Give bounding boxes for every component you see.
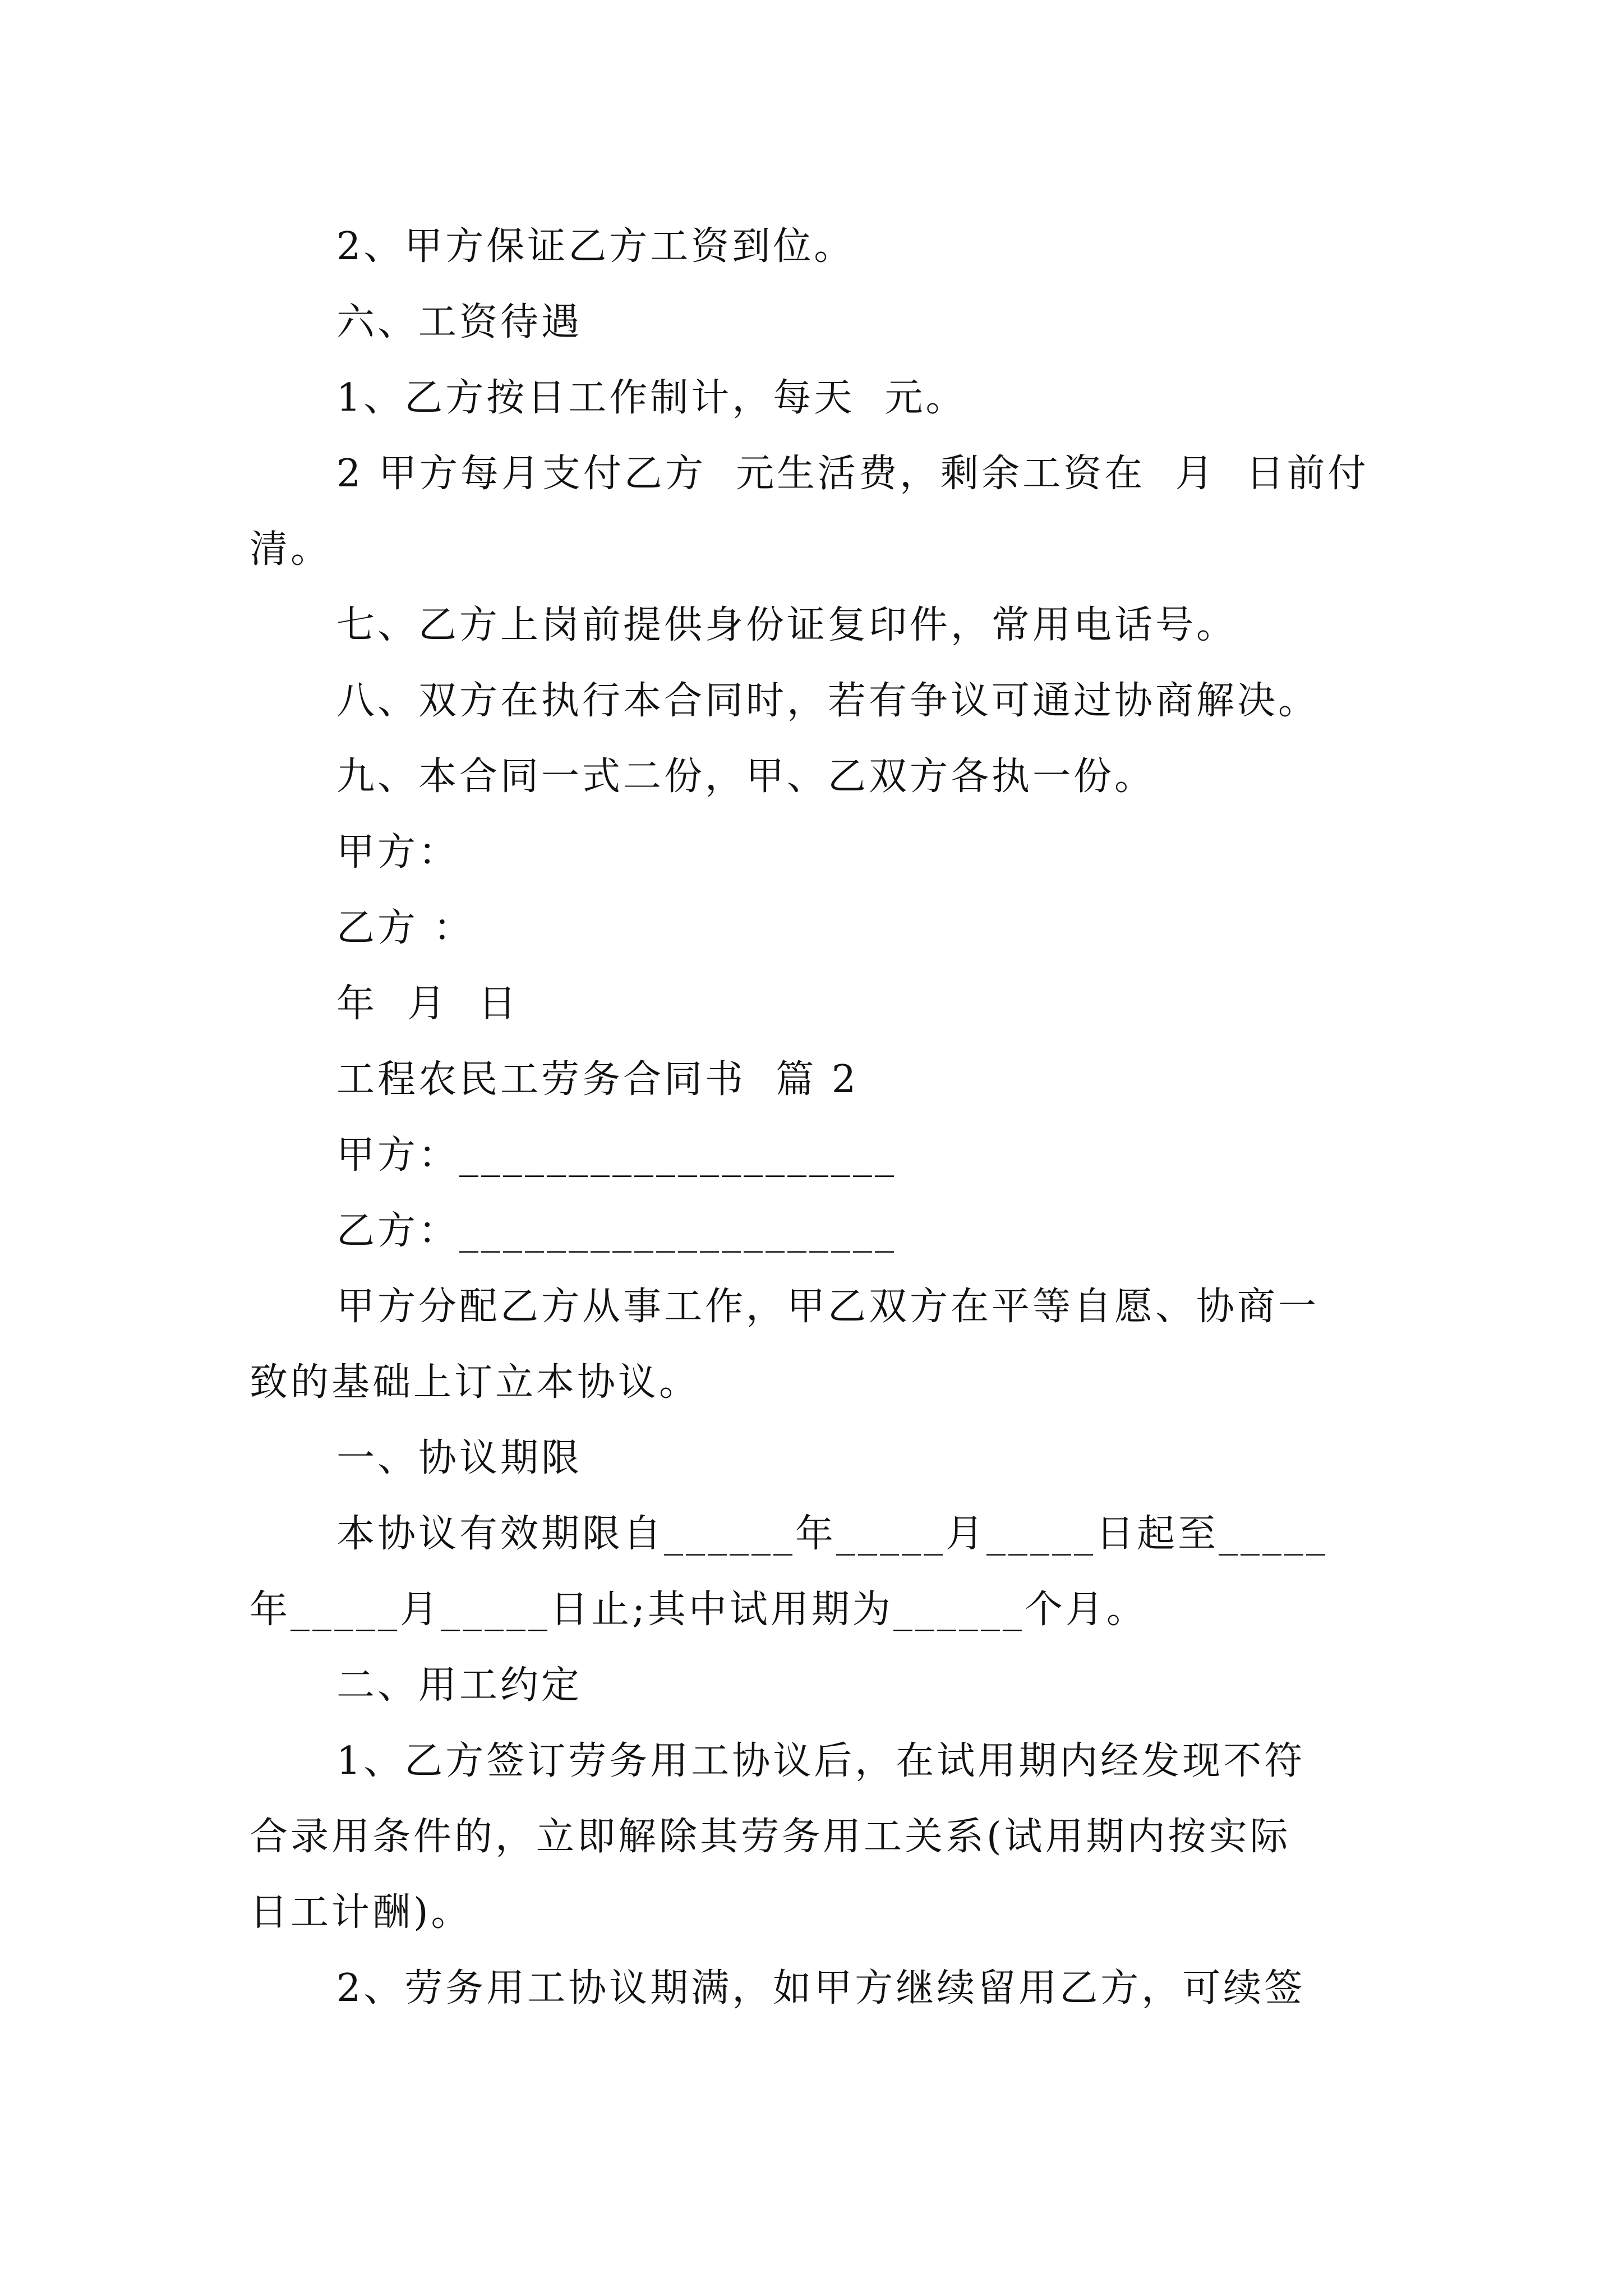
party-b-line: 乙方：____________________: [336, 1209, 897, 1253]
section-heading: 八、双方在执行本合同时，若有争议可通过协商解决。: [336, 679, 1320, 723]
text-line: 2 甲方每月支付乙方 元生活费，剩余工资在 月 日前付: [336, 452, 1369, 496]
section-heading: 六、工资待遇: [336, 300, 583, 344]
date-line: 年 月 日: [336, 982, 519, 1026]
text-line: 2、劳务用工协议期满，如甲方继续留用乙方，可续签: [336, 1966, 1306, 2010]
text-line: 2、甲方保证乙方工资到位。: [336, 224, 855, 269]
section-heading: 一、协议期限: [336, 1436, 583, 1480]
signature-party-b: 乙方 ：: [336, 906, 474, 950]
section-heading: 二、用工约定: [336, 1663, 583, 1708]
document-title: 工程农民工劳务合同书 篇 2: [336, 1057, 859, 1102]
section-heading: 七、乙方上岗前提供身份证复印件，常用电话号。: [336, 603, 1238, 647]
text-line: 本协议有效期限自______年_____月_____日起至_____: [336, 1512, 1329, 1556]
text-line: 合录用条件的，立即解除其劳务用工关系(试用期内按实际: [250, 1815, 1291, 1859]
signature-party-a: 甲方：: [336, 830, 460, 875]
text-line: 甲方分配乙方从事工作，甲乙双方在平等自愿、协商一: [336, 1285, 1320, 1329]
text-line: 日工计酬)。: [250, 1890, 472, 1935]
party-a-line: 甲方：____________________: [336, 1133, 897, 1177]
text-line: 年_____月_____日止;其中试用期为______个月。: [250, 1588, 1147, 1632]
text-line: 清。: [250, 527, 332, 572]
section-heading: 九、本合同一式二份，甲、乙双方各执一份。: [336, 754, 1156, 799]
text-line: 致的基础上订立本协议。: [250, 1360, 700, 1405]
text-line: 1、乙方签订劳务用工协议后，在试用期内经发现不符: [336, 1739, 1306, 1783]
text-line: 1、乙方按日工作制计，每天 元。: [336, 376, 967, 420]
